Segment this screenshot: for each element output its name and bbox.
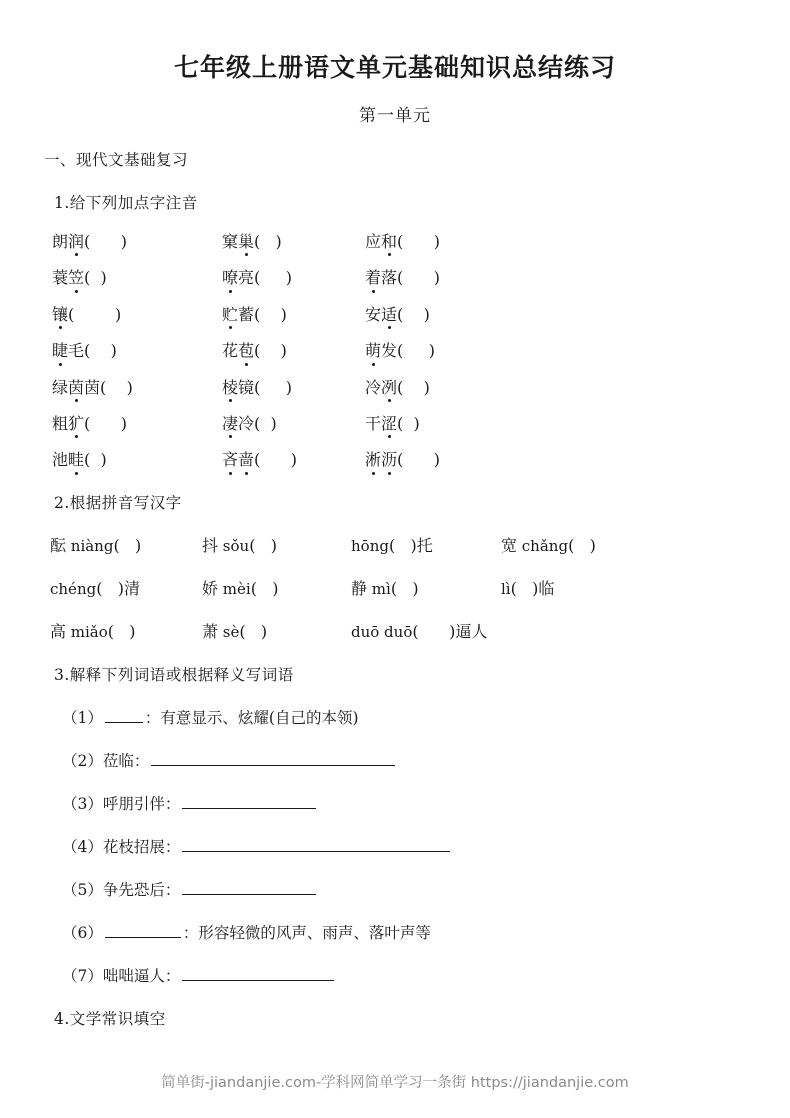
character: 冷 [238,413,255,433]
word-entry [52,379,222,397]
character: 茵 [84,377,101,397]
dotted-character: 畦 [68,450,85,470]
dotted-character: 贮 [222,304,239,324]
character: 毛 [68,341,85,361]
pinyin-entry [50,533,202,556]
pinyin-entry [50,576,202,599]
answer-parentheses[interactable]: ( ) [254,341,287,361]
dotted-character: 巢 [238,232,255,251]
character: 娇 [202,578,219,598]
answer-parentheses[interactable]: ( ) [113,535,142,555]
answer-parentheses[interactable]: ( ) [388,535,417,555]
word-entry [52,415,222,433]
answer-parentheses[interactable]: ( ) [254,413,277,433]
pinyin-entry [202,619,351,642]
answer-parentheses[interactable]: ( ) [397,413,420,433]
separator: ： [182,923,199,942]
pinyin-entry [50,619,202,642]
character: 清 [123,578,140,598]
dotted-character: 笠 [68,268,85,288]
answer-parentheses[interactable]: ( ) [390,578,419,598]
pinyin-text: chéng [50,579,97,598]
dotted-character: 啬 [238,450,255,470]
pinyin-entry [501,576,554,599]
dotted-character: 着 [365,268,382,288]
answer-blank[interactable] [182,838,450,852]
word-entry [222,451,365,469]
answer-parentheses[interactable]: ( ) [397,450,441,470]
answer-parentheses[interactable]: ( ) [84,341,117,361]
answer-parentheses[interactable]: ( ) [96,578,124,598]
task-2-heading: 2.根据拼音写汉字 [54,493,182,512]
character: 应 [365,232,382,251]
answer-parentheses[interactable]: ( ) [254,232,282,251]
pinyin-text: chǎng [517,536,569,555]
page-title: 七年级上册语文单元基础知识总结练习 [173,53,616,82]
pinyin-row [44,576,744,599]
word-entry [52,342,222,360]
document-body [0,148,790,1029]
answer-parentheses[interactable]: ( ) [397,377,430,397]
pinyin-entry [202,576,351,599]
word-row [44,451,744,469]
answer-parentheses[interactable]: ( ) [84,232,128,251]
answer-parentheses[interactable]: ( ) [254,450,298,470]
word-entry [365,451,440,469]
word-entry [365,306,430,324]
answer-parentheses[interactable]: ( ) [568,535,596,555]
word-row [44,233,744,251]
definition-item [44,749,744,771]
answer-parentheses[interactable]: ( ) [249,535,277,555]
answer-blank[interactable] [182,881,316,895]
character: 窠 [222,232,239,251]
pinyin-entry [351,576,501,599]
character: 粗 [52,413,69,433]
definition-item [44,706,744,728]
definition-term: 争先恐后： [102,880,181,899]
dotted-character: 涩 [381,413,398,433]
footer-watermark: 简单街-jiandanjie.com-学科网简单学习一条街 https://jiandanjie.com [161,1075,629,1091]
dotted-character: 睫 [52,341,69,361]
word-entry [365,379,430,397]
answer-parentheses[interactable]: ( ) [68,304,122,324]
answer-parentheses[interactable]: ( ) [254,304,287,324]
dotted-character: 棱 [222,377,239,397]
character: 酝 [50,535,67,555]
dotted-character: 吝 [222,450,239,470]
dotted-character: 苞 [238,341,255,361]
answer-parentheses[interactable]: ( ) [412,621,456,641]
item-number: （2） [62,751,103,770]
character: 镜 [238,377,255,397]
answer-parentheses[interactable]: ( ) [250,578,279,598]
definition-term: 呼朋引伴： [102,794,181,813]
dotted-character: 凄 [222,413,239,433]
pinyin-text: mèi [218,579,251,598]
answer-blank[interactable] [182,967,334,981]
dotted-character: 适 [381,304,398,324]
item-number: （3） [62,794,103,813]
answer-parentheses[interactable]: ( ) [107,621,136,641]
definition-term: 咄咄逼人： [102,966,181,985]
word-entry [222,379,365,397]
character: 静 [351,578,368,598]
definition-item [44,964,744,986]
word-entry [365,342,435,360]
character: 临 [538,578,555,598]
word-entry [365,269,440,287]
task-1-heading: 1.给下列加点字注音 [54,194,198,212]
answer-blank[interactable] [105,924,181,938]
item-number: （6） [62,923,103,942]
word-entry [52,306,222,324]
answer-parentheses[interactable]: ( ) [254,377,292,397]
word-entry [52,451,222,469]
dotted-character: 犷 [68,413,85,433]
pinyin-text: sè [218,622,240,641]
dotted-character: 沥 [381,450,398,470]
word-entry [222,269,365,287]
dotted-character: 润 [68,232,85,251]
pinyin-entry [351,619,501,642]
answer-parentheses[interactable]: ( ) [239,621,268,641]
section-heading-one: 一、现代文基础复习 [44,151,189,169]
character: 落 [381,268,398,288]
answer-parentheses[interactable]: ( ) [397,268,441,288]
definition-item [44,792,744,814]
answer-parentheses[interactable]: ( ) [397,341,435,361]
task-4-heading: 4.文学常识填空 [54,1009,166,1028]
word-entry [222,306,365,324]
word-row [44,306,744,324]
answer-parentheses[interactable]: ( ) [397,232,441,251]
character: 朗 [52,232,69,251]
dotted-character: 镶 [52,304,69,324]
character: 安 [365,304,382,324]
pinyin-entry [202,533,351,556]
answer-parentheses[interactable]: ( ) [84,413,128,433]
character: 花 [222,341,239,361]
answer-blank[interactable] [182,795,316,809]
answer-parentheses[interactable]: ( ) [510,578,539,598]
dotted-character: 淅 [365,450,382,470]
character: 逼人 [455,621,488,641]
pinyin-text: miǎo [66,622,108,641]
definition-item [44,921,744,943]
answer-parentheses[interactable]: ( ) [84,450,107,470]
pinyin-entry [501,533,596,556]
pinyin-text: lì [501,579,511,598]
character: 蓄 [238,304,255,324]
pinyin-text: niàng [66,536,114,555]
character: 托 [416,535,433,555]
definition-term: 花枝招展： [102,837,181,856]
word-entry [365,415,420,433]
character: 抖 [202,535,219,555]
word-entry [222,233,365,251]
item-number: （5） [62,880,103,899]
character: 池 [52,450,69,470]
answer-parentheses[interactable]: ( ) [100,377,133,397]
word-entry [222,342,365,360]
dotted-character: 冽 [381,377,398,397]
word-row [44,342,744,360]
character: 绿 [52,377,69,397]
dotted-character: 萌 [365,341,382,361]
item-number: （7） [62,966,103,985]
answer-parentheses[interactable]: ( ) [254,268,292,288]
answer-blank[interactable] [151,752,395,766]
pinyin-entry [351,533,501,556]
character: 冷 [365,377,382,397]
answer-parentheses[interactable]: ( ) [397,304,430,324]
definition-item [44,878,744,900]
character: 发 [381,341,398,361]
task-1-word-grid [44,233,744,470]
answer-blank[interactable] [105,709,143,723]
item-number: （4） [62,837,103,856]
dotted-character: 和 [381,232,398,251]
character: 高 [50,621,67,641]
character: 亮 [238,268,255,288]
page-subtitle: 第一单元 [359,106,431,126]
task-3-heading: 3.解释下列词语或根据释义写词语 [54,665,294,684]
word-entry [222,415,365,433]
separator: ： [144,708,161,727]
pinyin-text: sǒu [218,536,250,555]
pinyin-text: duō duō [351,622,413,641]
dotted-character: 茵 [68,377,85,397]
item-number: （1） [62,708,103,727]
dotted-character: 嘹 [222,268,239,288]
character: 蓑 [52,268,69,288]
character: 干 [365,413,382,433]
word-row [44,415,744,433]
pinyin-row [44,533,744,556]
definition-item [44,835,744,857]
definition-term: 莅临： [102,751,150,770]
character: 宽 [501,535,518,555]
word-entry [365,233,440,251]
word-row [44,379,744,397]
answer-parentheses[interactable]: ( ) [84,268,107,288]
word-entry [52,269,222,287]
word-entry [52,233,222,251]
definition-text: 有意显示、炫耀(自己的本领) [160,708,359,727]
task-2-pinyin-grid [44,533,744,642]
character: 萧 [202,621,219,641]
pinyin-text: mì [367,579,391,598]
pinyin-text: hōng [351,536,389,555]
definition-text: 形容轻微的风声、雨声、落叶声等 [198,923,431,942]
word-row [44,269,744,287]
pinyin-row [44,619,744,642]
task-3-definition-list [44,706,744,986]
